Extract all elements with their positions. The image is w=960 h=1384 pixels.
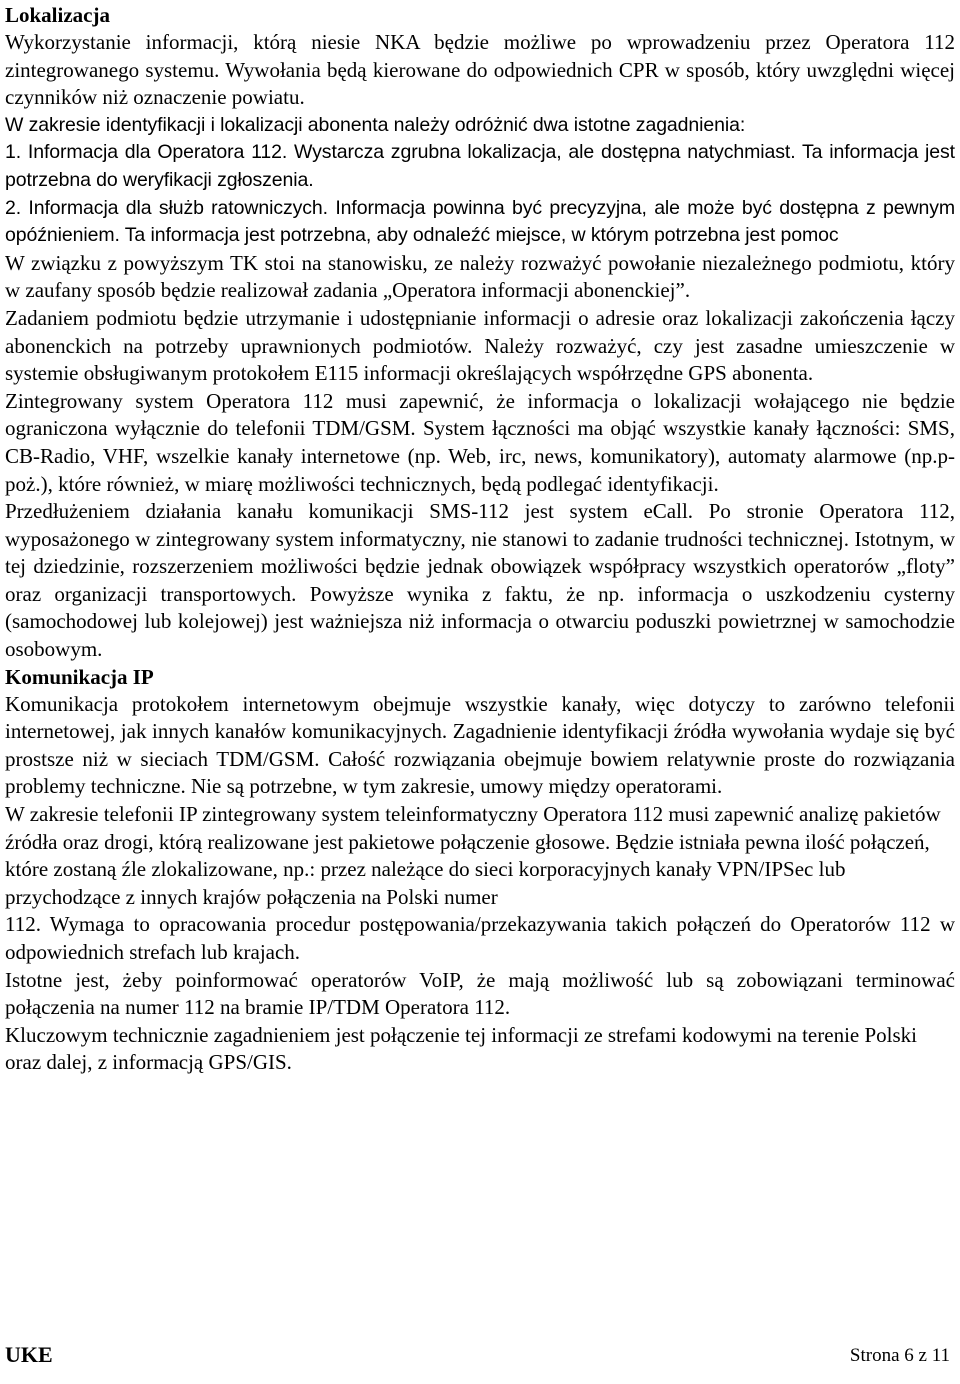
paragraph-voip-operators: Istotne jest, żeby poinformować operatorów VoIP, że mają możliwość lub są zobowiązani terminować połączenia na numer 112 na bramie IP/TDM Operatora 112. (5, 967, 955, 1020)
list-item-operator-info: 1. Informacja dla Operatora 112. Wystarcza zgrubna lokalizacja, ale dostępna natychmiast. Ta informacja jest potrzebna do weryfikacji zgłoszenia. (5, 141, 955, 191)
section-heading-lokalizacja: Lokalizacja (5, 3, 110, 27)
section-heading-komunikacja-ip: Komunikacja IP (5, 664, 154, 689)
paragraph-nka-intro: Wykorzystanie informacji, którą niesie NKA będzie możliwe po wprowadzeniu przez Operatora 112 zintegrowanego systemu. Wywołania będą kierowane do odpowiednich CPR w sposób, który uwzględni więcej czynników niż oznaczenie powiatu. (5, 30, 955, 110)
paragraph-entity-tasks: Zadaniem podmiotu będzie utrzymanie i udostępnianie informacji o adresie oraz lokalizacji zakończenia łączy abonenckich na potrzeby uprawnionych podmiotów. Należy rozważyć, czy jest zasadne umieszczenie w systemie obsługiwanym protokołem E115 informacji określających współrzędne GPS abonenta. (5, 305, 955, 386)
paragraph-code-zones: Kluczowym technicznie zagadnieniem jest połączenie tej informacji ze strefami kodowymi na terenie Polski oraz dalej, z informacją GPS/GIS. (5, 1022, 917, 1075)
paragraph-tk-position: W związku z powyższym TK stoi na stanowisku, ze należy rozważyć powołanie niezależnego podmiotu, który w zaufany sposób będzie realizował zadania „Operatora informacji abonenckiej”. (5, 250, 955, 303)
paragraph-identification-issues: W zakresie identyfikacji i lokalizacji abonenta należy odróżnić dwa istotne zagadnienia: (5, 113, 746, 136)
page-footer (5, 1336, 950, 1380)
paragraph-integrated-system: Zintegrowany system Operatora 112 musi zapewnić, że informacja o lokalizacji wołającego nie będzie ograniczona wyłącznie do telefonii TDM/GSM. System łączności ma objąć wszystkie kanały łączności: SMS, CB-Radio, VHF, wszelkie kanały internetowe (np. Web, irc, news, komunikatory), automaty alarmowe (np.p-poż.), które również, w miarę możliwości technicznych, będą podlegać identyfikacji. (5, 388, 955, 496)
paragraph-ip-communication: Komunikacja protokołem internetowym obejmuje wszystkie kanały, więc dotyczy to zarówno telefonii internetowej, jak innych kanałów komunikacyjnych. Zagadnienie identyfikacji źródła wywołania wydaje się być prostsze niż w sieciach TDM/GSM. Całość rozwiązania obejmuje bowiem relatywnie proste do rozwiązania problemy techniczne. Nie są potrzebne, w tym zakresie, umowy między operatorami. (5, 691, 955, 799)
document-page (5, 2, 955, 1077)
footer-page-number: Strona 6 z 11 (849, 1345, 950, 1366)
paragraph-ip-telephony: W zakresie telefonii IP zintegrowany system teleinformatyczny Operatora 112 musi zapewnić analizę pakietów źródła oraz drogi, którą realizowane jest pakietowe połączenie głosowe. Będzie istniała pewna ilość połączeń, które zostaną źle zlokalizowane, np.: przez należące do sieci korporacyjnych kanały VPN/IPSec lub przychodzące z innych krajów połączenia na Polski numer (5, 802, 941, 909)
paragraph-ecall: Przedłużeniem działania kanału komunikacji SMS-112 jest system eCall. Po stronie Operatora 112, wyposażonego w zintegrowany system informatyczny, nie stanowi to zadanie trudności technicznej. Istotnym, w tej dziedzinie, rozszerzeniem możliwości będzie jednak obowiązek współpracy wszystkich operatorów „floty” oraz organizacji transportowych. Powyższe wynika z faktu, że np. informacja o uszkodzeniu cysterny (samochodowej lub kolejowej) jest ważniejsza niż informacja o otwarciu poduszki powietrznej w samochodzie osobowym. (5, 499, 955, 662)
list-item-rescue-services-info: 2. Informacja dla służb ratowniczych. Informacja powinna być precyzyjna, ale może być dostępna z pewnym opóźnieniem. Ta informacja jest potrzebna, aby odnaleźć miejsce, w którym potrzebna jest pomoc (5, 196, 955, 247)
paragraph-procedures: 112. Wymaga to opracowania procedur postępowania/przekazywania takich połączeń do Operatorów 112 w odpowiednich strefach lub krajach. (5, 912, 955, 964)
footer-organization: UKE (5, 1342, 53, 1367)
